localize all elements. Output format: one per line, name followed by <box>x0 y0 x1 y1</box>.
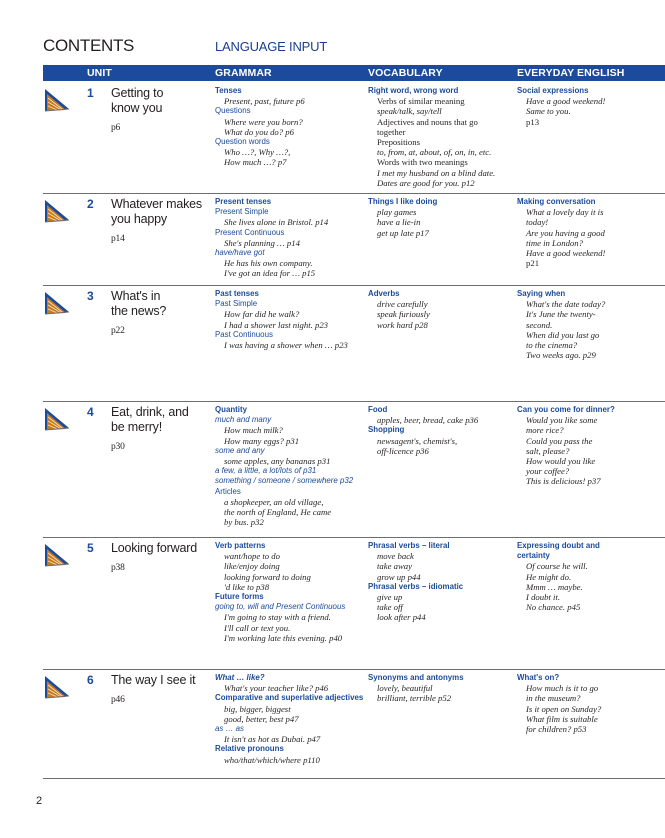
entry-line: speak furiously <box>377 309 430 320</box>
subheading: Articles <box>215 486 241 496</box>
everyday-cell <box>517 289 605 360</box>
unit-row <box>43 83 665 194</box>
entry-line: Who …?, Why …?, <box>224 147 291 158</box>
entry-line: I had a shower last night. p23 <box>224 319 329 330</box>
section-heading: Comparative and superlative adjectives <box>215 693 364 703</box>
section-heading: Food <box>368 405 388 414</box>
entry-line: When did you last go <box>526 329 600 340</box>
language-input-heading: LANGUAGE INPUT <box>215 39 328 54</box>
subheading: going to, will and Present Continuous <box>215 602 346 612</box>
entry-line: He might do. <box>526 571 572 582</box>
entry-line: It's June the twenty- <box>526 309 596 320</box>
entry-line: How far did he walk? <box>224 309 300 320</box>
entry-line: What do you do? p6 <box>224 126 294 137</box>
entry-line: How many eggs? p31 <box>224 435 300 446</box>
entry-line: p13 <box>526 116 540 127</box>
entry-line: play games <box>377 207 417 218</box>
entry-line: What's your teacher like? p46 <box>224 683 329 694</box>
section-heading: Social expressions <box>517 86 589 95</box>
unit-title-line: the news? <box>111 304 167 318</box>
column-vocabulary: VOCABULARY <box>368 67 443 79</box>
section-heading: Saying when <box>517 289 566 298</box>
unit-row <box>43 538 665 670</box>
entry-line: Have a good weekend! <box>526 96 606 107</box>
entry-line: have a lie-in <box>377 217 421 228</box>
entry-line: Words with two meanings <box>377 157 468 168</box>
column-header-bar <box>43 65 665 81</box>
entry-line: How much milk? <box>224 425 283 436</box>
unit-number: 4 <box>87 405 94 419</box>
entry-line: No chance. p45 <box>526 602 581 613</box>
section-heading: Relative pronouns <box>215 744 284 754</box>
section-heading: Future forms <box>215 592 264 602</box>
entry-line: I met my husband on a blind date. <box>377 167 496 178</box>
entry-line: Where were you born? <box>224 116 303 127</box>
entry-line: drive carefully <box>377 299 428 310</box>
grammar-cell <box>215 289 348 350</box>
unit-row <box>43 670 665 779</box>
section-heading: Can you come for dinner? <box>517 405 615 414</box>
entry-line: Have a good weekend! <box>526 248 606 259</box>
entry-line: off-licence p36 <box>377 445 429 456</box>
unit-title-line: Getting to <box>111 86 164 100</box>
section-heading: Adverbs <box>368 289 400 298</box>
entry-line: I've got an idea for … p15 <box>224 268 316 279</box>
entry-line: Of course he will. <box>526 561 588 572</box>
unit-number: 1 <box>87 86 94 100</box>
book-fan-icon <box>43 288 71 318</box>
entry-line: Mmm … maybe. <box>526 581 583 592</box>
section-heading: Phrasal verbs – literal <box>368 541 450 550</box>
entry-line: How much …? p7 <box>224 157 287 168</box>
entry-line: I'll call or text you. <box>224 622 291 633</box>
unit-title-line: Looking forward <box>111 541 197 555</box>
subheading: Question words <box>215 137 270 147</box>
entry-line: Prepositions <box>377 137 420 148</box>
column-unit: UNIT <box>87 67 112 79</box>
unit-title-line: Whatever makes <box>111 197 202 211</box>
unit-row <box>43 286 665 402</box>
section-heading: Present tenses <box>215 197 272 206</box>
page-number: 2 <box>36 795 43 807</box>
unit-number: 5 <box>87 541 94 555</box>
entry-line: time in London? <box>526 237 583 248</box>
entry-line: looking forward to doing <box>224 571 311 582</box>
entry-line: She lives alone in Bristol. p14 <box>224 217 329 228</box>
entry-line: I'm working late this evening. p40 <box>224 632 343 643</box>
entry-line: second. <box>526 319 553 330</box>
unit-title-line: know you <box>111 101 163 115</box>
vocabulary-cell <box>368 289 430 330</box>
entry-line: It isn't as hot as Dubai. p47 <box>224 734 321 745</box>
grammar-cell <box>215 673 363 765</box>
column-everyday-english: EVERYDAY ENGLISH <box>517 67 625 79</box>
entry-line: Would you like some <box>526 415 598 426</box>
unit-title-line: The way I see it <box>111 673 196 687</box>
unit-number: 3 <box>87 289 94 303</box>
entry-line: more rice? <box>526 425 564 436</box>
entry-line: today! <box>526 217 549 228</box>
section-heading: Right word, wrong word <box>368 86 459 95</box>
book-fan-icon <box>43 404 71 434</box>
everyday-cell <box>517 673 601 734</box>
entry-line: How would you like <box>526 456 596 467</box>
entry-line: Dates are good for you. p12 <box>377 177 475 188</box>
vocabulary-cell <box>368 86 495 188</box>
unit-title-line: What's in <box>111 289 161 303</box>
entry-line: grow up p44 <box>377 571 421 582</box>
grammar-cell <box>215 541 345 643</box>
everyday-cell <box>517 541 600 612</box>
unit-page-ref: p38 <box>111 563 125 573</box>
unit-title <box>111 673 211 708</box>
grammar-cell <box>215 86 305 168</box>
entry-line: He has his own company. <box>224 258 313 269</box>
subheading: Past Simple <box>215 299 258 309</box>
column-grammar: GRAMMAR <box>215 67 272 79</box>
entry-line: salt, please? <box>526 445 570 456</box>
subheading: as … as <box>215 724 244 734</box>
section-heading: What … like? <box>215 673 265 682</box>
entry-line: What's the date today? <box>526 299 606 310</box>
entry-line: who/that/which/where p110 <box>224 754 320 765</box>
entry-line: speak/talk, say/tell <box>377 106 442 117</box>
vocabulary-cell <box>368 405 478 456</box>
entry-line: like/enjoy doing <box>224 561 280 572</box>
entry-line: Two weeks ago. p29 <box>526 350 596 361</box>
entry-line: a shopkeeper, an old village, <box>224 496 324 507</box>
unit-number: 6 <box>87 673 94 687</box>
entry-line: Same to you. <box>526 106 571 117</box>
section-heading: Past tenses <box>215 289 259 298</box>
book-fan-icon <box>43 85 71 115</box>
unit-number: 2 <box>87 197 94 211</box>
unit-title <box>111 86 211 136</box>
entry-line: Is it open on Sunday? <box>526 703 602 714</box>
entry-line: I'm going to stay with a friend. <box>224 612 331 623</box>
subheading: Present Continuous <box>215 227 285 237</box>
section-heading: Making conversation <box>517 197 596 206</box>
entry-line: big, bigger, biggest <box>224 703 291 714</box>
unit-title <box>111 197 211 247</box>
entry-line: How much is it to go <box>526 683 599 694</box>
entry-line: What a lovely day it is <box>526 207 604 218</box>
vocabulary-cell <box>368 541 463 623</box>
entry-line: your coffee? <box>526 466 570 477</box>
entry-line: look after p44 <box>377 612 426 623</box>
unit-title <box>111 405 211 455</box>
subheading: a few, a little, a lot/lots of p31 <box>215 466 317 476</box>
section-heading: Tenses <box>215 86 242 95</box>
section-heading: Synonyms and antonyms <box>368 673 464 682</box>
subheading: have/have got <box>215 248 265 258</box>
section-heading: Shopping <box>368 425 405 435</box>
entry-line: This is delicious! p37 <box>526 476 601 487</box>
entry-line: some apples, any bananas p31 <box>224 456 331 467</box>
everyday-cell <box>517 197 605 268</box>
section-heading: Things I like doing <box>368 197 438 206</box>
entry-line: Adjectives and nouns that go <box>377 116 478 127</box>
unit-row <box>43 402 665 538</box>
section-heading: What's on? <box>517 673 560 682</box>
entry-line: lovely, beautiful <box>377 683 433 694</box>
entry-line: I was having a shower when … p23 <box>224 340 348 351</box>
section-heading: Expressing doubt and <box>517 541 600 550</box>
entry-line: want/hope to do <box>224 551 280 562</box>
entry-line: I doubt it. <box>526 592 561 603</box>
section-heading: Verb patterns <box>215 541 266 550</box>
unit-page-ref: p30 <box>111 442 125 452</box>
book-fan-icon <box>43 672 71 702</box>
subheading: Past Continuous <box>215 329 273 339</box>
entry-line: to, from, at, about, of, on, in, etc. <box>377 147 492 158</box>
entry-line: p21 <box>526 258 540 269</box>
everyday-cell <box>517 405 615 487</box>
entry-line: She's planning … p14 <box>224 237 300 248</box>
entry-line: 'd like to p38 <box>224 581 270 592</box>
subheading: Questions <box>215 106 251 116</box>
entry-line: move back <box>377 551 414 562</box>
unit-title-line: be merry! <box>111 420 162 434</box>
section-heading: Phrasal verbs – idiomatic <box>368 581 464 591</box>
entry-line: together <box>377 126 406 137</box>
entry-line: Verbs of similar meaning <box>377 96 465 107</box>
entry-line: brilliant, terrible p52 <box>377 693 452 704</box>
unit-page-ref: p6 <box>111 123 121 133</box>
grammar-cell <box>215 405 353 527</box>
contents-heading: CONTENTS <box>43 36 135 55</box>
vocabulary-cell <box>368 673 464 704</box>
entry-line: for children? p53 <box>526 724 587 735</box>
section-heading: certainty <box>517 551 550 561</box>
unit-title <box>111 541 211 576</box>
unit-page-ref: p14 <box>111 234 125 244</box>
entry-line: to the cinema? <box>526 340 578 351</box>
entry-line: by bus. p32 <box>224 517 264 528</box>
unit-title-line: you happy <box>111 212 167 226</box>
book-fan-icon <box>43 540 71 570</box>
unit-page-ref: p46 <box>111 695 125 705</box>
entry-line: take away <box>377 561 412 572</box>
subheading: something / someone / somewhere p32 <box>215 476 354 486</box>
unit-page-ref: p22 <box>111 326 125 336</box>
entry-line: the north of England, He came <box>224 507 332 518</box>
entry-line: in the museum? <box>526 693 581 704</box>
vocabulary-cell <box>368 197 437 238</box>
entry-line: take off <box>377 602 403 613</box>
entry-line: newsagent's, chemist's, <box>377 435 458 446</box>
unit-title-line: Eat, drink, and <box>111 405 189 419</box>
everyday-cell <box>517 86 605 127</box>
entry-line: What film is suitable <box>526 713 598 724</box>
entry-line: apples, beer, bread, cake p36 <box>377 415 479 426</box>
entry-line: give up <box>377 592 403 603</box>
entry-line: get up late p17 <box>377 227 429 238</box>
book-fan-icon <box>43 196 71 226</box>
subheading: some and any <box>215 445 265 455</box>
unit-row <box>43 194 665 286</box>
entry-line: Are you having a good <box>526 227 605 238</box>
section-heading: Quantity <box>215 405 248 414</box>
grammar-cell <box>215 197 328 279</box>
subheading: Present Simple <box>215 207 269 217</box>
entry-line: Present, past, future p6 <box>224 96 305 107</box>
unit-title <box>111 289 211 339</box>
entry-line: good, better, best p47 <box>224 713 299 724</box>
entry-line: Could you pass the <box>526 435 593 446</box>
entry-line: work hard p28 <box>377 319 428 330</box>
subheading: much and many <box>215 415 272 425</box>
